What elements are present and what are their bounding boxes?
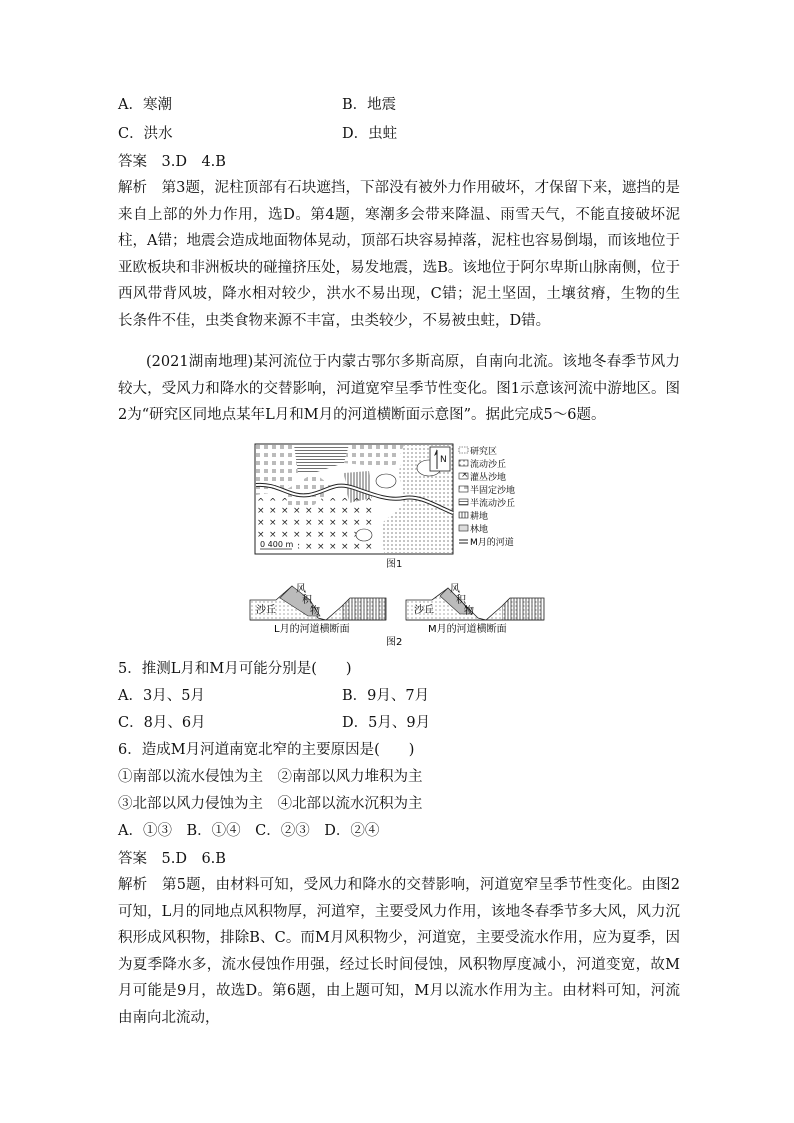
fig2-m-ji-label: 积 — [456, 595, 466, 606]
fig2-m-wind-label: 风 — [450, 584, 460, 595]
fig2-l-ji-label: 积 — [302, 595, 312, 606]
legend-semi-fixed: 半固定沙地 — [470, 486, 516, 496]
fig1-legend — [459, 445, 515, 548]
legend-mobile-dunes: 流动沙丘 — [470, 460, 507, 470]
legend-semi-mobile: 半流动沙丘 — [470, 499, 516, 509]
q5-stem: 5．推测L月和M月可能分别是( ) — [118, 661, 352, 677]
fig2-l-sand-label: 沙丘 — [256, 605, 276, 616]
q5-option-c: C．8月、6月 — [118, 715, 206, 731]
q3-option-b: B．地震 — [342, 97, 397, 113]
q6-statements-1: ①南部以流水侵蚀为主 ②南部以风力堆积为主 — [118, 769, 423, 785]
q3-option-a: A．寒潮 — [118, 97, 172, 113]
fig2-l-wu-label: 物 — [310, 606, 320, 617]
fig1-scale: 0 400 m — [260, 540, 294, 549]
q3-option-c: C．洪水 — [118, 126, 173, 142]
figure-1-map — [254, 443, 554, 569]
q6-statements-2: ③北部以风力侵蚀为主 ④北部以流水沉积为主 — [118, 796, 423, 812]
answer-5-6: 答案 5.D 6.B — [118, 851, 226, 867]
fig1-north-label: N — [440, 455, 447, 465]
fig1-caption: 图1 — [386, 559, 403, 569]
fig2-l-wind-label: 风 — [296, 584, 306, 595]
q5-option-b: B．9月、7月 — [342, 688, 430, 704]
q6-options: A．①③ B．①④ C．②③ D．②④ — [118, 823, 380, 839]
legend-scrub-sand: 灌丛沙地 — [470, 473, 507, 483]
legend-m-river: M月的河道 — [470, 538, 514, 548]
legend-farmland: 耕地 — [470, 512, 489, 522]
question-intro: (2021湖南地理)某河流位于内蒙古鄂尔多斯高原，自南向北流。该地冬春季节风力较大，受风力和降水的交替影响，河道宽窄呈季节性变化。图1示意该河流中游地区。图2为“研究区同地点某年L月和M月的河道横断面示意图”。据此完成5～6题。 — [118, 354, 680, 424]
legend-study-area: 研究区 — [470, 447, 498, 457]
answer-3-4: 答案 3.D 4.B — [118, 154, 226, 170]
fig2-m-month — [406, 583, 544, 635]
legend-forest: 林地 — [470, 525, 489, 535]
fig2-l-month — [250, 583, 386, 635]
fig2-m-caption: M月的河道横断面 — [428, 624, 507, 635]
fig2-m-sand-label: 沙丘 — [414, 605, 434, 616]
q6-stem: 6．造成M月河道南宽北窄的主要原因是( ) — [118, 742, 415, 758]
figure-2-cross-sections — [246, 580, 546, 648]
q3-option-d: D．虫蛀 — [342, 126, 398, 142]
fig2-l-caption: L月的河道横断面 — [274, 624, 350, 635]
analysis-3-4: 解析 第3题，泥柱顶部有石块遮挡，下部没有被外力作用破坏，才保留下来，遮挡的是来自上部的外力作用，选D。第4题，寒潮多会带来降温、雨雪天气，不能直接破坏泥柱，A错；地震会造成地面物体晃动，顶部石块容易掉落，泥柱也容易倒塌，而该地位于亚欧板块和非洲板块的碰撞挤压处，易发地震，选B。该地位于阿尔卑斯山脉南侧，位于西风带背风坡，降水相对较少，洪水不易出现，C错；泥土坚固，土壤贫瘠，生物的生长条件不佳，虫类食物来源不丰富，虫类较少，不易被虫蛀，D错。 — [118, 180, 680, 329]
q5-option-a: A．3月、5月 — [118, 688, 205, 704]
fig2-m-wu-label: 物 — [464, 606, 474, 617]
q5-option-d: D．5月、9月 — [342, 715, 431, 731]
fig2-caption: 图2 — [386, 637, 403, 648]
analysis-5-6: 解析 第5题，由材料可知，受风力和降水的交替影响，河道宽窄呈季节性变化。由图2可知，L月的同地点风积物厚，河道窄，主要受风力作用，该地冬春季节多大风，风力沉积形成风积物，排除B、C。而M月风积物少，河道宽，主要受流水作用，应为夏季，因为夏季降水多，流水侵蚀作用强，经过长时间侵蚀，风积物厚度减小，河道变宽，故M月可能是9月，故选D。第6题，由上题可知，M月以流水作用为主。由材料可知，河流由南向北流动， — [118, 877, 680, 1026]
